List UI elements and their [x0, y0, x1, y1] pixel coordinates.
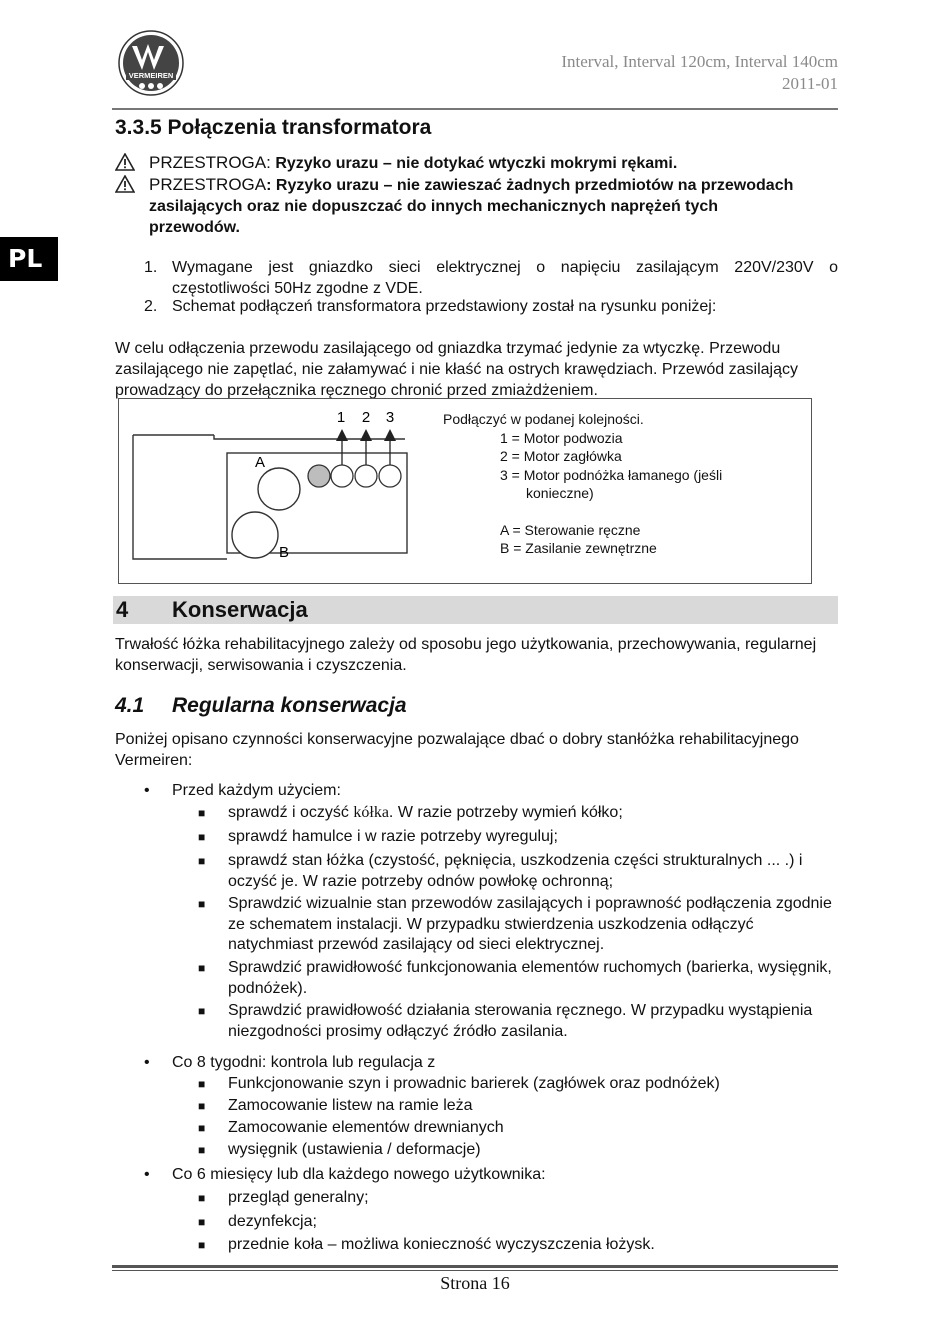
item-text: przednie koła – możliwa konieczność wyczyszczenia łożysk. [228, 1236, 655, 1253]
item-text: Sprawdzić wizualnie stan przewodów zasilających i poprawność podłączenia zgodnie ze schematem instalacji. W przypadku stwierdzenia uszkodzenia odłączyć natychmiast przewód zasilający od sieci elektrycznej. [228, 895, 832, 953]
item-text: . W razie potrzeby wymień kółko; [388, 804, 623, 821]
bullet-icon: • [144, 1166, 150, 1183]
step-text: Wymagane jest gniazdko sieci elektrycznej o napięciu zasilającym 220V/230V o częstotliwości 50Hz zgodne z VDE. [172, 259, 838, 297]
bullet-item [144, 1052, 435, 1073]
section-number: 4 [116, 597, 129, 622]
checklist-item [198, 894, 838, 956]
header-product: Interval, Interval 120cm, Interval 140cm [561, 52, 838, 71]
square-bullet-icon: ■ [198, 854, 206, 868]
checklist-item [198, 1188, 838, 1209]
item-text: dezynfekcja; [228, 1213, 317, 1230]
warning-icon [115, 175, 135, 193]
item-text: Funkcjonowanie szyn i prowadnic barierek (zagłówek oraz podnóżek) [228, 1075, 720, 1092]
step-text: Schemat podłączeń transformatora przedstawiony został na rysunku poniżej: [172, 298, 717, 315]
socket [308, 465, 330, 487]
item-text: sprawdź stan łóżka (czystość, pęknięcia, uszkodzenia części strukturalnych ... .) i oczyść je. W razie potrzeby odnów powłokę ochronną; [228, 852, 803, 890]
warning-label: PRZESTROGA: [149, 153, 271, 172]
arrow-up-icon [384, 429, 396, 441]
square-bullet-icon: ■ [198, 897, 206, 911]
language-tab: PL [0, 237, 58, 281]
step-number: 1. [144, 259, 158, 276]
legend-item: A = Sterowanie ręczne [500, 521, 641, 538]
bullet-item [144, 780, 341, 801]
warning-icon [115, 153, 135, 171]
label-a: A [255, 454, 266, 471]
checklist-item [198, 1235, 838, 1256]
square-bullet-icon: ■ [198, 806, 206, 820]
legend-item: konieczne) [526, 485, 594, 501]
bullet-text: Co 6 miesięcy lub dla każdego nowego użytkownika: [172, 1166, 546, 1183]
square-bullet-icon: ■ [198, 1121, 206, 1135]
square-bullet-icon: ■ [198, 1004, 206, 1018]
checklist-item [198, 958, 838, 999]
legend-item: B = Zasilanie zewnętrzne [500, 540, 657, 556]
motor-socket-3 [379, 465, 401, 487]
section-title: Konserwacja [172, 597, 308, 622]
bullet-icon: • [144, 1054, 150, 1071]
port-b [232, 512, 278, 558]
subsection-number: 4.1 [115, 694, 145, 717]
item-text: Sprawdzić prawidłowość funkcjonowania elementów ruchomych (barierka, wysięgnik, podnóżek). [228, 959, 832, 997]
motor-socket-1 [331, 465, 353, 487]
checklist-item [198, 803, 838, 824]
diagram-legend [443, 410, 722, 558]
bullet-text: Przed każdym użyciem: [172, 782, 341, 799]
transformer-drawing [119, 399, 439, 583]
subsection-intro: Poniżej opisano czynności konserwacyjne pozwalające dbać o dobry stanłóżka rehabilitacyjnego Vermeiren: [115, 731, 799, 769]
square-bullet-icon: ■ [198, 1099, 206, 1113]
square-bullet-icon: ■ [198, 1215, 206, 1229]
checklist-item [198, 1096, 838, 1117]
logo-text: VERMEIREN [128, 71, 174, 80]
bullet-item [144, 1164, 546, 1185]
checklist-item [198, 1212, 838, 1233]
checklist-item [198, 1001, 838, 1042]
legend-intro: Podłączyć w podanej kolejności. [443, 411, 644, 427]
checklist-item [198, 1118, 838, 1139]
item-text: Zamocowanie listew na ramie leża [228, 1097, 473, 1114]
item-text: Sprawdzić prawidłowość działania sterowania ręcznego. W przypadku wystąpienia niezgodności prosimy odłączyć źródło zasilania. [228, 1002, 813, 1040]
port-number-1: 1 [336, 409, 346, 426]
port-number-2: 2 [361, 409, 371, 426]
page-number: Strona 16 [440, 1273, 510, 1293]
warning-label: PRZESTROGA [149, 175, 267, 194]
checklist-item [198, 1074, 838, 1095]
item-text: sprawdź i oczyść [228, 804, 354, 821]
numbered-step [144, 296, 838, 317]
checklist-item [198, 851, 838, 892]
port-number-3: 3 [385, 409, 395, 426]
footer-divider [112, 1270, 838, 1271]
legend-item: 1 = Motor podwozia [500, 429, 623, 446]
subsection-title: Regularna konserwacja [172, 694, 407, 717]
section-intro: Trwałość łóżka rehabilitacyjnego zależy od sposobu jego użytkowania, przechowywania, regularnej konserwacji, serwisowania i czyszczenia. [115, 636, 817, 674]
motor-socket-2 [355, 465, 377, 487]
arrow-up-icon [360, 429, 372, 441]
header-date: 2011-01 [781, 74, 838, 93]
warning-text: : Ryzyko urazu – nie zawieszać żadnych przedmiotów na przewodach zasilających oraz nie dopuszczać do innych mechanicznych naprężeń tych przewodów. [149, 177, 794, 236]
checklist-item [198, 827, 838, 848]
numbered-step [144, 257, 838, 299]
warning-item [115, 174, 805, 238]
item-text-serif: kółka [353, 804, 389, 821]
bullet-text: Co 8 tygodni: kontrola lub regulacja z [172, 1054, 436, 1071]
page-header [561, 51, 838, 95]
header-divider [112, 108, 838, 110]
square-bullet-icon: ■ [198, 961, 206, 975]
footer-divider [112, 1265, 838, 1268]
item-text: przegląd generalny; [228, 1189, 369, 1206]
square-bullet-icon: ■ [198, 1238, 206, 1252]
square-bullet-icon: ■ [198, 1143, 206, 1157]
vermeiren-logo [118, 30, 184, 96]
item-text: Zamocowanie elementów drewnianych [228, 1119, 504, 1136]
item-text: sprawdź hamulce i w razie potrzeby wyreguluj; [228, 828, 558, 845]
port-a [258, 468, 300, 510]
label-b: B [279, 544, 290, 561]
warning-text: Ryzyko urazu – nie dotykać wtyczki mokrymi rękami. [275, 155, 678, 172]
checklist-item [198, 1140, 838, 1161]
bullet-icon: • [144, 782, 150, 799]
square-bullet-icon: ■ [198, 1077, 206, 1091]
step-number: 2. [144, 298, 158, 315]
square-bullet-icon: ■ [198, 830, 206, 844]
arrow-up-icon [336, 429, 348, 441]
warning-item [115, 152, 805, 174]
item-text: wysięgnik (ustawienia / deformacje) [228, 1141, 481, 1158]
plug-note: W celu odłączenia przewodu zasilającego od gniazdka trzymać jedynie za wtyczkę. Przewodu zasilającego nie zapętlać, nie załamywać i nie kłaść na ostrych krawędziach. Przewód zasilający prowadzący do przełącznika ręcznego chronić przed zmiażdżeniem. [115, 340, 798, 399]
legend-item: 2 = Motor zagłówka [500, 448, 622, 464]
section-heading: 3.3.5 Połączenia transformatora [115, 116, 432, 139]
legend-item: 3 = Motor podnóżka łamanego (jeśli [500, 466, 723, 483]
square-bullet-icon: ■ [198, 1191, 206, 1205]
